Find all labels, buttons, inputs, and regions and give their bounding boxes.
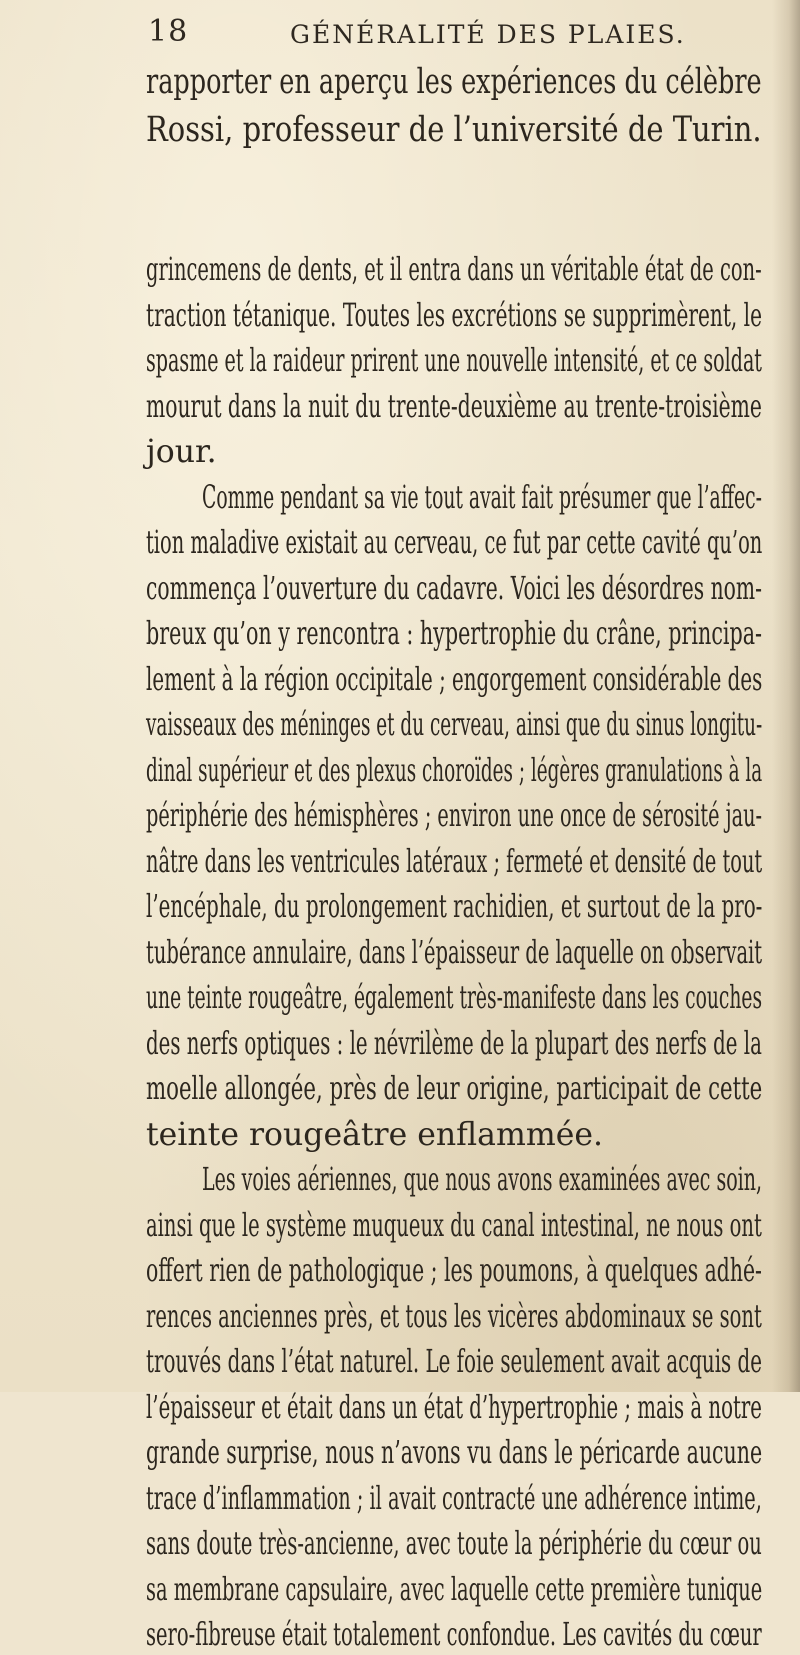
text-line: rences anciennes près, et tous les vicères abdominaux se sont [146, 1299, 762, 1335]
text-line: mourut dans la nuit du trente-deuxième au trente-troisième [146, 389, 762, 425]
text-line: sa membrane capsulaire, avec laquelle cette première tunique [146, 1572, 763, 1608]
text-line: rapporter en aperçu les expériences du célèbre [146, 62, 762, 102]
text-line: ainsi que le système muqueux du canal intestinal, ne nous ont [146, 1208, 762, 1244]
text-line: vaisseaux des méninges et du cerveau, ainsi que du sinus longitu- [146, 707, 763, 743]
text-line: une teinte rougeâtre, également très-manifeste dans les couches [146, 980, 763, 1016]
text-line: périphérie des hémisphères ; environ une once de sérosité jau- [146, 798, 762, 834]
text-line: sero-fibreuse était totalement confondue. Les cavités du cœur [146, 1617, 762, 1653]
text-line: traction tétanique. Toutes les excrétions se supprimèrent, le [146, 298, 763, 334]
text-line: teinte rougeâtre enflammée. [146, 1117, 603, 1153]
text-line: Les voies aériennes, que nous avons examinées avec soin, [202, 1162, 763, 1198]
text-line: dinal supérieur et des plexus choroïdes ; légères granulations à la [146, 753, 763, 789]
text-line: Rossi, professeur de l’université de Turin. [146, 110, 762, 150]
text-line: Comme pendant sa vie tout avait fait présumer que l’affec- [202, 480, 762, 516]
text-line: spasme et la raideur prirent une nouvelle intensité, et ce soldat [146, 343, 762, 379]
running-title: GÉNÉRALITÉ DES PLAIES. [290, 20, 686, 49]
text-line: des nerfs optiques : le névrilème de la plupart des nerfs de la [146, 1026, 762, 1062]
text-line: l’épaisseur et était dans un état d’hypertrophie ; mais à notre [146, 1390, 762, 1426]
text-line: grincemens de dents, et il entra dans un véritable état de con- [146, 252, 762, 288]
page-edge-shadow [772, 0, 800, 1392]
running-head [148, 14, 748, 58]
text-line: tubérance annulaire, dans l’épaisseur de laquelle on observait [146, 935, 763, 971]
text-line: sans doute très-ancienne, avec toute la périphérie du cœur ou [146, 1526, 762, 1562]
text-line: lement à la région occipitale ; engorgement considérable des [146, 662, 763, 698]
text-line: l’encéphale, du prolongement rachidien, et surtout de la pro- [146, 889, 763, 925]
text-line: grande surprise, nous n’avons vu dans le péricarde aucune [146, 1435, 763, 1471]
text-line: moelle allongée, près de leur origine, participait de cette [146, 1071, 763, 1107]
text-line: offert rien de pathologique ; les poumons, à quelques adhé- [146, 1253, 762, 1289]
page-number: 18 [148, 14, 189, 49]
text-line: breux qu’on y rencontra : hypertrophie du crâne, principa- [146, 616, 763, 652]
text-line: nâtre dans les ventricules latéraux ; fermeté et densité de tout [146, 844, 763, 880]
text-line: trouvés dans l’état naturel. Le foie seulement avait acquis de [146, 1344, 762, 1380]
text-line: commença l’ouverture du cadavre. Voici les désordres nom- [146, 571, 762, 607]
text-line: tion maladive existait au cerveau, ce fut par cette cavité qu’on [146, 525, 763, 561]
text-line: trace d’inflammation ; il avait contracté une adhérence intime, [146, 1481, 762, 1517]
text-line: jour. [146, 434, 217, 470]
